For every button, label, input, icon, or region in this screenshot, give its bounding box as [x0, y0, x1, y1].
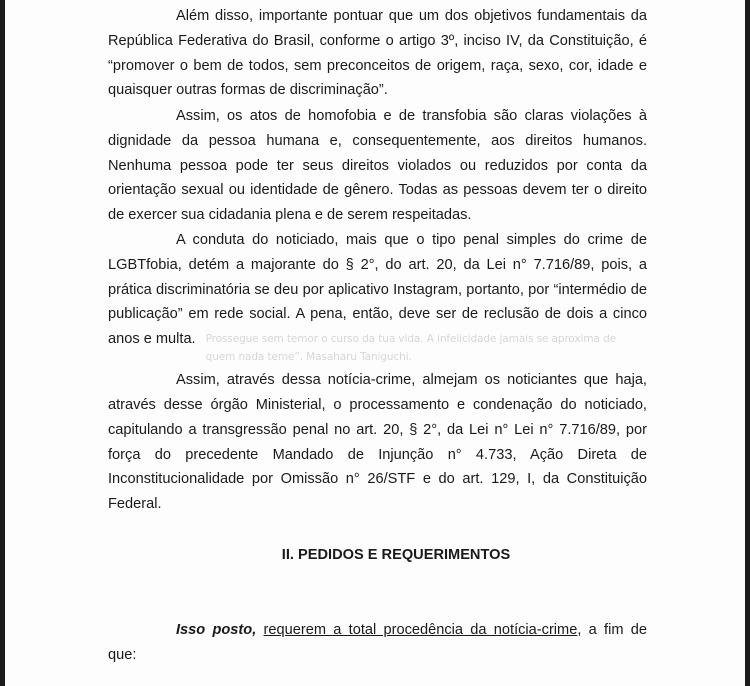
requerem-procedencia-text: requerem a total procedência da notícia-crime — [263, 622, 578, 639]
paragraph-isso-posto — [108, 618, 647, 668]
paragraph-conduta-noticiado: A conduta do noticiado, mais que o tipo penal simples do crime de LGBTfobia, detém a majorante do § 2°, do art. 20, da Lei n° 7.716/89, pois, a prática discriminatória se deu por aplicativo Instagram, portanto, por “intermédio de publicação” em rede social. A pena, então, deve ser de reclusão de dois a cinco anos e multa. — [108, 232, 647, 348]
watermark-quote: Prossegue sem temor o curso da tua vida. A infelicidade jamais se aproxima de quem nada teme”. Masaharu Taniguchi. — [205, 333, 616, 364]
section-heading-pedidos: II. PEDIDOS E REQUERIMENTOS — [281, 547, 511, 564]
document-page — [5, 0, 745, 686]
paragraph-objetivos-fundamentais: Além disso, importante pontuar que um dos objetivos fundamentais da República Federativa do Brasil, conforme o artigo 3º, inciso IV, da Constituição, é “promover o bem de todos, sem preconceitos de origem, raça, sexo, cor, idade e quaisquer outras formas de discriminação”. — [108, 8, 647, 99]
isso-posto-label: Isso posto, — [176, 622, 257, 639]
fim-de-que-text: , a fim de que: — [108, 622, 647, 663]
paragraph-violacoes-dignidade: Assim, os atos de homofobia e de transfobia são claras violações à dignidade da pessoa humana e, consequentemente, aos direitos humanos. Nenhuma pessoa pode ter seus direitos violados ou reduzidos por conta da orientação sexual ou identidade de gênero. Todas as pessoas devem ter o direito de exercer sua cidadania plena e de serem respeitadas. — [108, 108, 647, 224]
paragraph-noticia-crime: Assim, através dessa notícia-crime, almejam os noticiantes que haja, através desse órgão Ministerial, o processamento e condenação do noticiado, capitulando a transgressão penal no art. 20, § 2°, da Lei n° Lei n° 7.716/89, por força do precedente Mandado de Injunção n° 4.733, Ação Direta de Inconstitucionalidade por Omissão n° 26/STF e do art. 129, I, da Constituição Federal. — [108, 372, 647, 513]
